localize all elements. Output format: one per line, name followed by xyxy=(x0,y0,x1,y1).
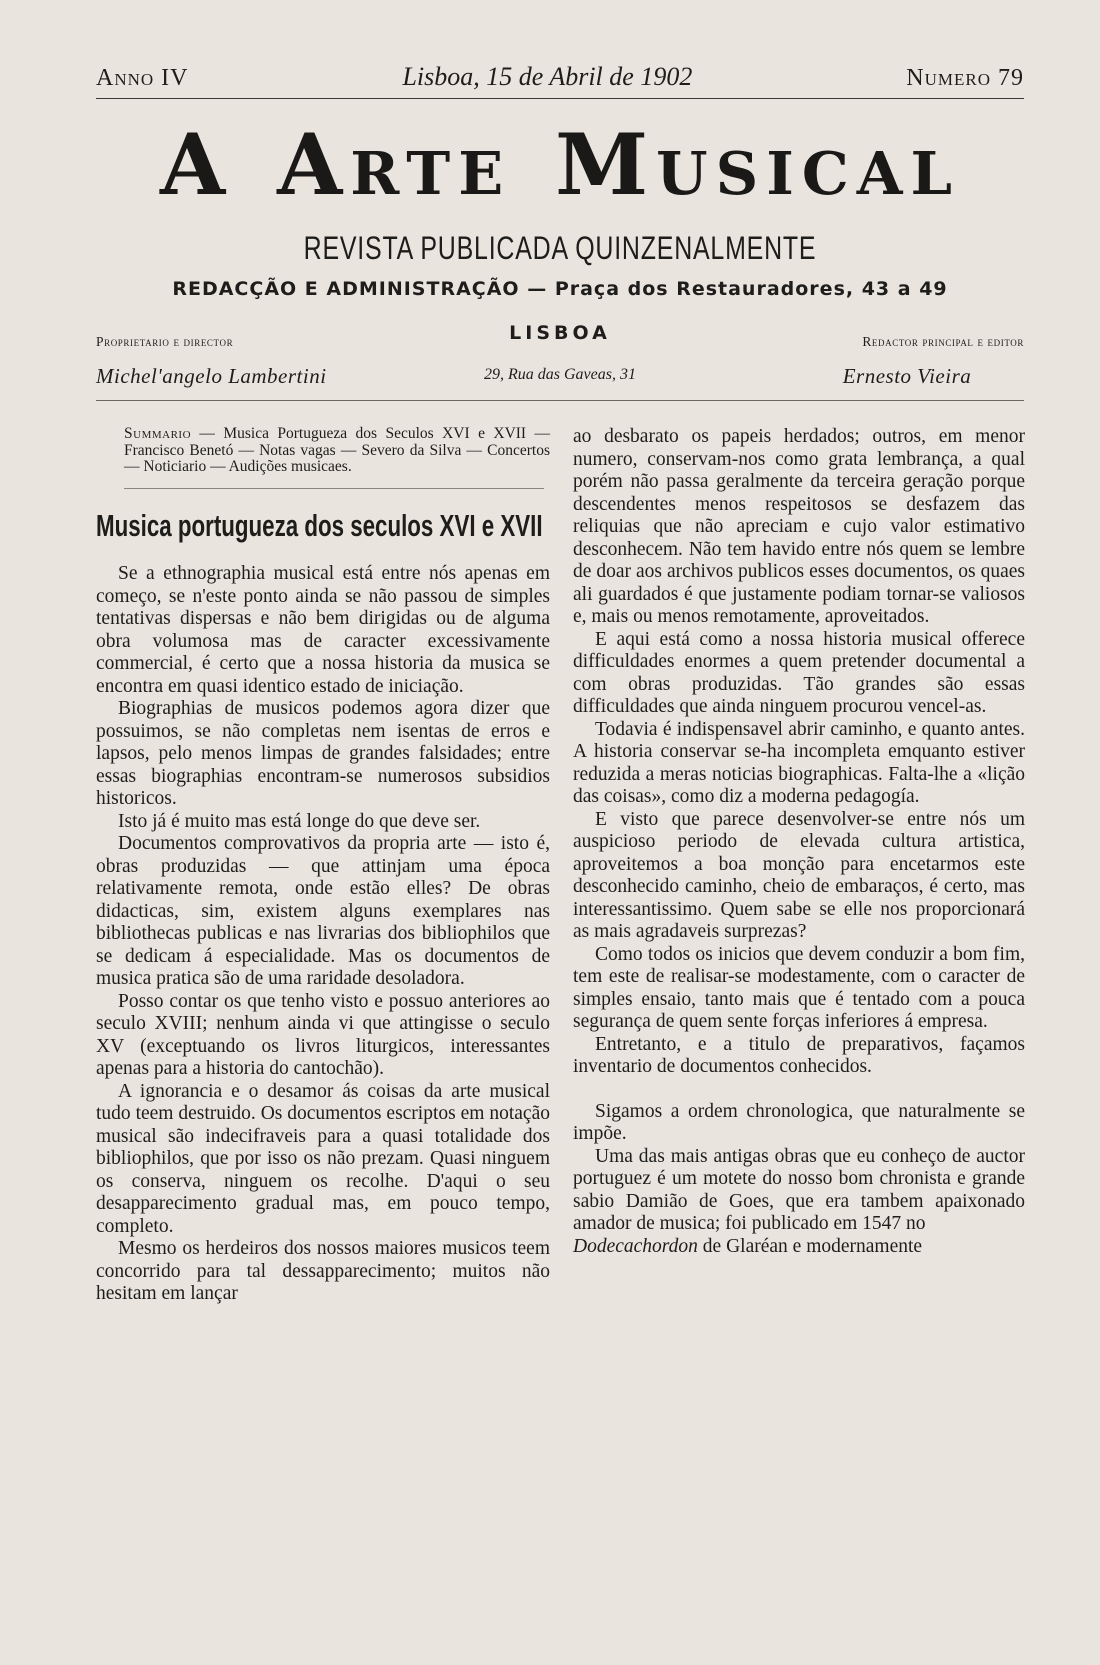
masthead-word-2: Arte xyxy=(277,114,512,214)
street-address: 29, Rua das Gaveas, 31 xyxy=(484,366,636,383)
proprietor-role: Proprietario e director xyxy=(96,334,234,349)
summary-box xyxy=(96,426,550,476)
masthead-subtitle: REVISTA PUBLICADA QUINZENALMENTE xyxy=(303,230,817,266)
right-paragraph: Como todos os inicios que devem conduzir a bom fim, tem este de realisar-se modestamente, com o caracter de simples ensaio, tanto mais que é tentado com a pouca segurança de quem sente forças inferiores á empresa. xyxy=(573,943,1025,1032)
editor-role: Redactor principal e editor xyxy=(862,334,1024,349)
summary-divider xyxy=(124,488,544,489)
left-paragraph: Documentos comprovativos da propria arte — isto é, obras produzidas — que attinjam uma época relativamente remota, onde estão elles? De obras didacticas, sim, existem alguns exemplares nas bibliothecas publicas e nas livrarias dos bibliophilos que se dedicam á especialidade. Mas os documentos de musica pratica são de uma raridade desoladora. xyxy=(96,833,550,989)
last-line xyxy=(573,1236,1025,1259)
masthead-word-3: Musical xyxy=(555,114,961,214)
administration-address: REDACÇÃO E ADMINISTRAÇÃO — Praça dos Restauradores, 43 a 49 xyxy=(172,278,948,300)
right-paragraph: Todavia é indispensavel abrir caminho, e quanto antes. A historia conservar se-ha incompleta emquanto estiver reduzida a meras noticias biographicas. Falta-lhe a «lição das coisas», como diz a moderna pedagogía. xyxy=(573,718,1025,807)
left-paragraph: Se a ethnographia musical está entre nós apenas em começo, se n'este ponto ainda se não passou de simples tentativas dispersas e não bem dirigidas ou de alguma obra volumosa mas de caracter excessivamente commercial, é certo que a nossa historia da musica se encontra em quasi identico estado de iniciação. xyxy=(96,563,550,697)
summary-text: — Musica Portugueza dos Seculos XVI e XVII — Francisco Benetó — Notas vagas — Severo da Silva — Concertos — Noticiario — Audições musicaes. xyxy=(124,425,550,475)
left-paragraph: Mesmo os herdeiros dos nossos maiores musicos teem concorrido para tal dessapparecimento; muitos não hesitam em lançar xyxy=(96,1238,550,1304)
article-title: Musica portugueza dos seculos XVI e XVII xyxy=(96,507,543,543)
masthead-divider xyxy=(96,400,1024,401)
summary-label: Summario xyxy=(124,425,192,442)
masthead-word-1: A xyxy=(159,114,234,214)
section-break xyxy=(573,1079,1025,1101)
book-title: Dodecachordon xyxy=(573,1235,698,1257)
staff-proprietor xyxy=(96,334,396,389)
city-name: LISBOA xyxy=(509,322,611,344)
right-paragraph: E visto que parece desenvolver-se entre nós um auspicioso periodo de elevada cultura artistica, aproveitemos a boa monção para encetarmos este desconhecido caminho, cheio de embaraços, é certo, mas interessantissimo. Quem sabe se elle nos proporcionará as mais agradaveis surprezas? xyxy=(573,808,1025,942)
left-paragraph: A ignorancia e o desamor ás coisas da arte musical tudo teem destruido. Os documentos escriptos em notação musical são indecifraveis para a quasi totalidade dos bibliophilos, que por isso os não prezam. Quasi ninguem os conserva, ninguem os recolhe. D'aqui o seu desapparecimento gradual mas, em pouco tempo, completo. xyxy=(96,1080,550,1237)
right-paragraph: Uma das mais antigas obras que eu conheço de auctor portuguez é um motete do nosso bom chronista e grande sabio Damião de Goes, que era tambem apaixonado amador de musica; foi publicado em 1547 no xyxy=(573,1145,1025,1234)
left-column xyxy=(96,426,550,1306)
editor-name: Ernesto Vieira xyxy=(842,364,972,388)
issue-number: Numero 79 xyxy=(906,65,1024,91)
issue-date: Lisboa, 15 de Abril de 1902 xyxy=(402,62,693,91)
staff-location xyxy=(440,322,680,384)
left-paragraph: Isto já é muito mas está longe do que deve ser. xyxy=(118,810,481,832)
volume-label: Anno IV xyxy=(96,65,189,91)
issue-header xyxy=(96,62,1024,92)
right-paragraph: Sigamos a ordem chronologica, que naturalmente se impõe. xyxy=(573,1100,1025,1144)
staff-editor xyxy=(760,334,1024,389)
last-line-text: de Glaréan e modernamente xyxy=(697,1235,923,1257)
masthead-title xyxy=(95,108,1025,220)
right-paragraph: E aqui está como a nossa historia musical offerece difficuldades enormes a quem pretender documental a com obras produzidas. Tão grandes são essas difficuldades que ainda ninguem procurou vencel-as. xyxy=(573,628,1025,717)
left-paragraph: Posso contar os que tenho visto e possuo anteriores ao seculo XVIII; nenhum ainda vi que attingisse o seculo XV (exceptuando os livros liturgicos, interessantes apenas para a historia do cantochão). xyxy=(96,990,550,1079)
proprietor-name: Michel'angelo Lambertini xyxy=(96,364,327,388)
right-column xyxy=(573,426,1025,1258)
header-divider xyxy=(96,98,1024,99)
right-paragraph: Entretanto, e a titulo de preparativos, façamos inventario de documentos conhecidos. xyxy=(573,1033,1025,1077)
right-continuation: ao desbarato os papeis herdados; outros, em menor numero, conservam-nos como grata lembrança, a qual porém não passa geralmente da terceira geração porque descendentes menos respeitosos se desfazem das reliquias que não apreciam e cujo valor estimativo desconhecem. Não tem havido entre nós quem se lembre de doar aos archivos publicos esses documentos, os quaes ali guardados é que justamente podiam tornar-se valiosos e, mais ou menos remotamente, aproveitados. xyxy=(573,426,1025,627)
left-paragraph: Biographias de musicos podemos agora dizer que possuimos, se não completas nem isentas de erros e lapsos, pelo menos limpas de grandes falsidades; entre essas biographias encontram-se numerosos subsidios historicos. xyxy=(96,698,550,809)
